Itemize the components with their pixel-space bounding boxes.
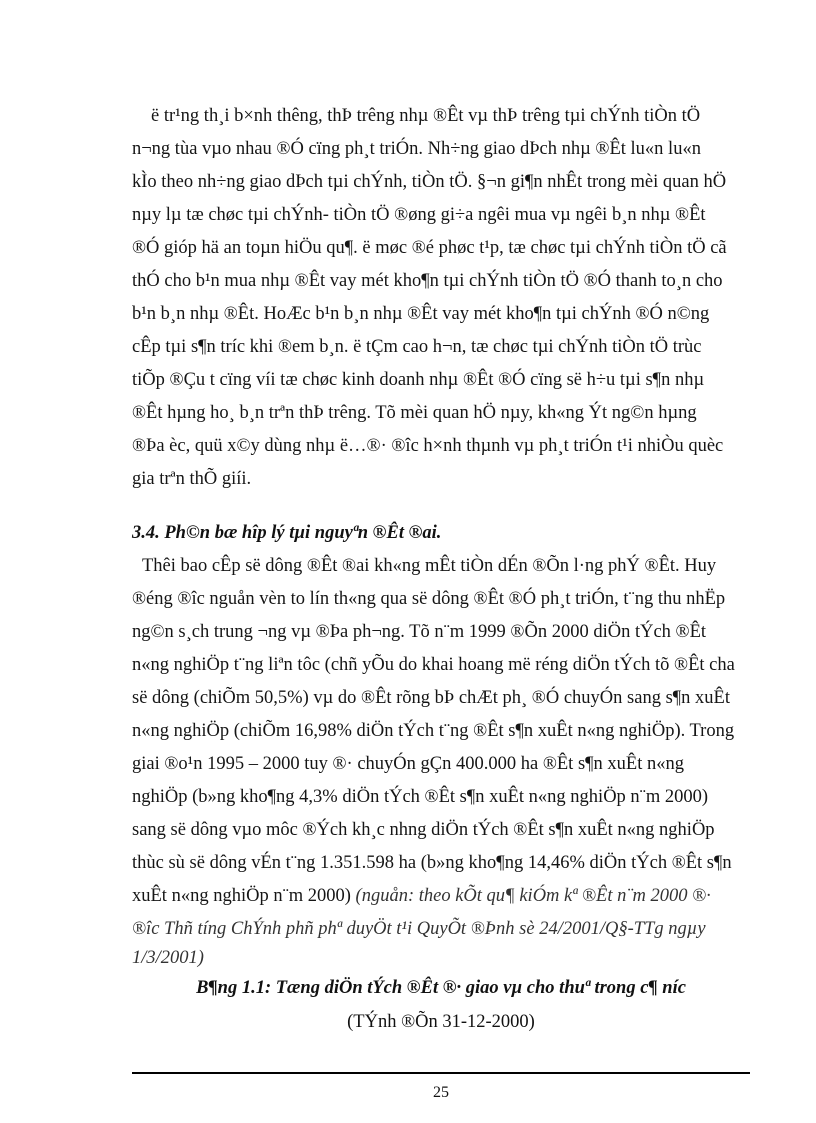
text-line: ®éng ®îc nguån vèn to lín th«ng qua së dông ®Êt ®Ó ph¸t triÓn, t¨ng thu nhËp xyxy=(132,589,726,609)
text-line: n¬ng tùa vµo nhau ®Ó cïng ph¸t triÓn. Nh÷ng giao dÞch nhµ ®Êt lu«n lu«n xyxy=(132,139,701,159)
text-line-mixed xyxy=(132,884,711,908)
text-line: n«ng nghiÖp t¨ng liªn tôc (chñ yÕu do khai hoang më réng diÖn tÝch tõ ®Êt cha xyxy=(132,655,735,675)
text-line: Thêi bao cÊp së dông ®Êt ®ai kh«ng mÊt tiÒn dÉn ®Õn l·ng phÝ ®Êt. Huy xyxy=(142,556,717,576)
text-line: giai ®o¹n 1995 – 2000 tuy ®· chuyÓn gÇn 400.000 ha ®Êt s¶n xuÊt n«ng xyxy=(132,754,684,774)
text-line: thùc sù së dông vÉn t¨ng 1.351.598 ha (b»ng kho¶ng 14,46% diÖn tÝch ®Êt s¶n xyxy=(132,853,732,873)
text-line: ®Ó gióp hä an toµn hiÖu qu¶. ë møc ®é phøc t¹p, tæ chøc tµi chÝnh tiÒn tÖ cã xyxy=(132,238,727,258)
text-line: n«ng nghiÖp (chiÕm 16,98% diÖn tÝch t¨ng ®Êt s¶n xuÊt n«ng nghiÖp). Trong xyxy=(132,721,735,741)
text-line: nµy lµ tæ chøc tµi chÝnh- tiÒn tÖ ®øng gi÷a ngêi mua vµ ngêi b¸n nhµ ®Êt xyxy=(132,205,706,225)
text-span: xuÊt n«ng nghiÖp n¨m 2000) xyxy=(132,886,356,906)
text-line: gia trªn thÕ giíi. xyxy=(132,469,252,489)
text-line: ®Êt hµng ho¸ b¸n trªn thÞ trêng. Tõ mèi quan hÖ nµy, kh«ng Ýt ng©n hµng xyxy=(132,403,697,423)
page-number: 25 xyxy=(433,1084,449,1101)
text-line: sang së dông vµo môc ®Ých kh¸c nhng diÖn tÝch ®Êt s¶n xuÊt n«ng nghiÖp xyxy=(132,820,715,840)
section-heading: 3.4. Ph©n bæ hîp lý tµi nguyªn ®Êt ®ai. xyxy=(132,523,442,543)
source-citation: 1/3/2001) xyxy=(132,948,204,968)
text-line: b¹n b¸n nhµ ®Êt. HoÆc b¹n b¸n nhµ ®Êt vay mét kho¶n tµi chÝnh ®Ó n©ng xyxy=(132,304,710,324)
table-subcaption: (TÝnh ®Õn 31-12-2000) xyxy=(347,1012,535,1032)
text-line: cÊp tµi s¶n tríc khi ®em b¸n. ë tÇm cao h¬n, tæ chøc tµi chÝnh tiÒn tÖ trùc xyxy=(132,337,702,357)
text-line: nghiÖp (b»ng kho¶ng 4,3% diÖn tÝch ®Êt s¶n xuÊt n«ng nghiÖp n¨m 2000) xyxy=(132,787,709,807)
text-line: thÓ cho b¹n mua nhµ ®Êt vay mét kho¶n tµi chÝnh tiÒn tÖ ®Ó thanh to¸n cho xyxy=(132,271,723,291)
text-line: ë tr¹ng th¸i b×nh thêng, thÞ trêng nhµ ®Êt vµ thÞ trêng tµi chÝnh tiÒn tÖ xyxy=(151,106,701,126)
text-line: kÌo theo nh÷ng giao dÞch tµi chÝnh, tiÒn tÖ. §¬n gi¶n nhÊt trong mèi quan hÖ xyxy=(132,172,727,192)
source-citation: ®îc Thñ tíng ChÝnh phñ phª duyÖt t¹i QuyÕt ®Þnh sè 24/2001/Q§-TTg ngµy xyxy=(132,919,706,939)
text-line: ®Þa èc, quü x©y dùng nhµ ë…®· ®îc h×nh thµnh vµ ph¸t triÓn t¹i nhiÒu quèc xyxy=(132,436,724,456)
text-line: ng©n s¸ch trung ¬ng vµ ®Þa ph¬ng. Tõ n¨m 1999 ®Õn 2000 diÖn tÝch ®Êt xyxy=(132,622,707,642)
source-citation: (nguån: theo kÕt qu¶ kiÓm kª ®Êt n¨m 2000 ®· xyxy=(355,886,711,906)
footer-divider xyxy=(132,1072,750,1074)
text-line: së dông (chiÕm 50,5%) vµ do ®Êt rõng bÞ chÆt ph¸ ®Ó chuyÓn sang s¶n xuÊt xyxy=(132,688,730,708)
table-caption: B¶ng 1.1: Tæng diÖn tÝch ®Êt ®· giao vµ cho thuª trong c¶ níc xyxy=(196,978,686,998)
text-line: tiÕp ®Çu t cïng víi tæ chøc kinh doanh nhµ ®Êt ®Ó cïng së h÷u tµi s¶n nhµ xyxy=(132,370,705,390)
